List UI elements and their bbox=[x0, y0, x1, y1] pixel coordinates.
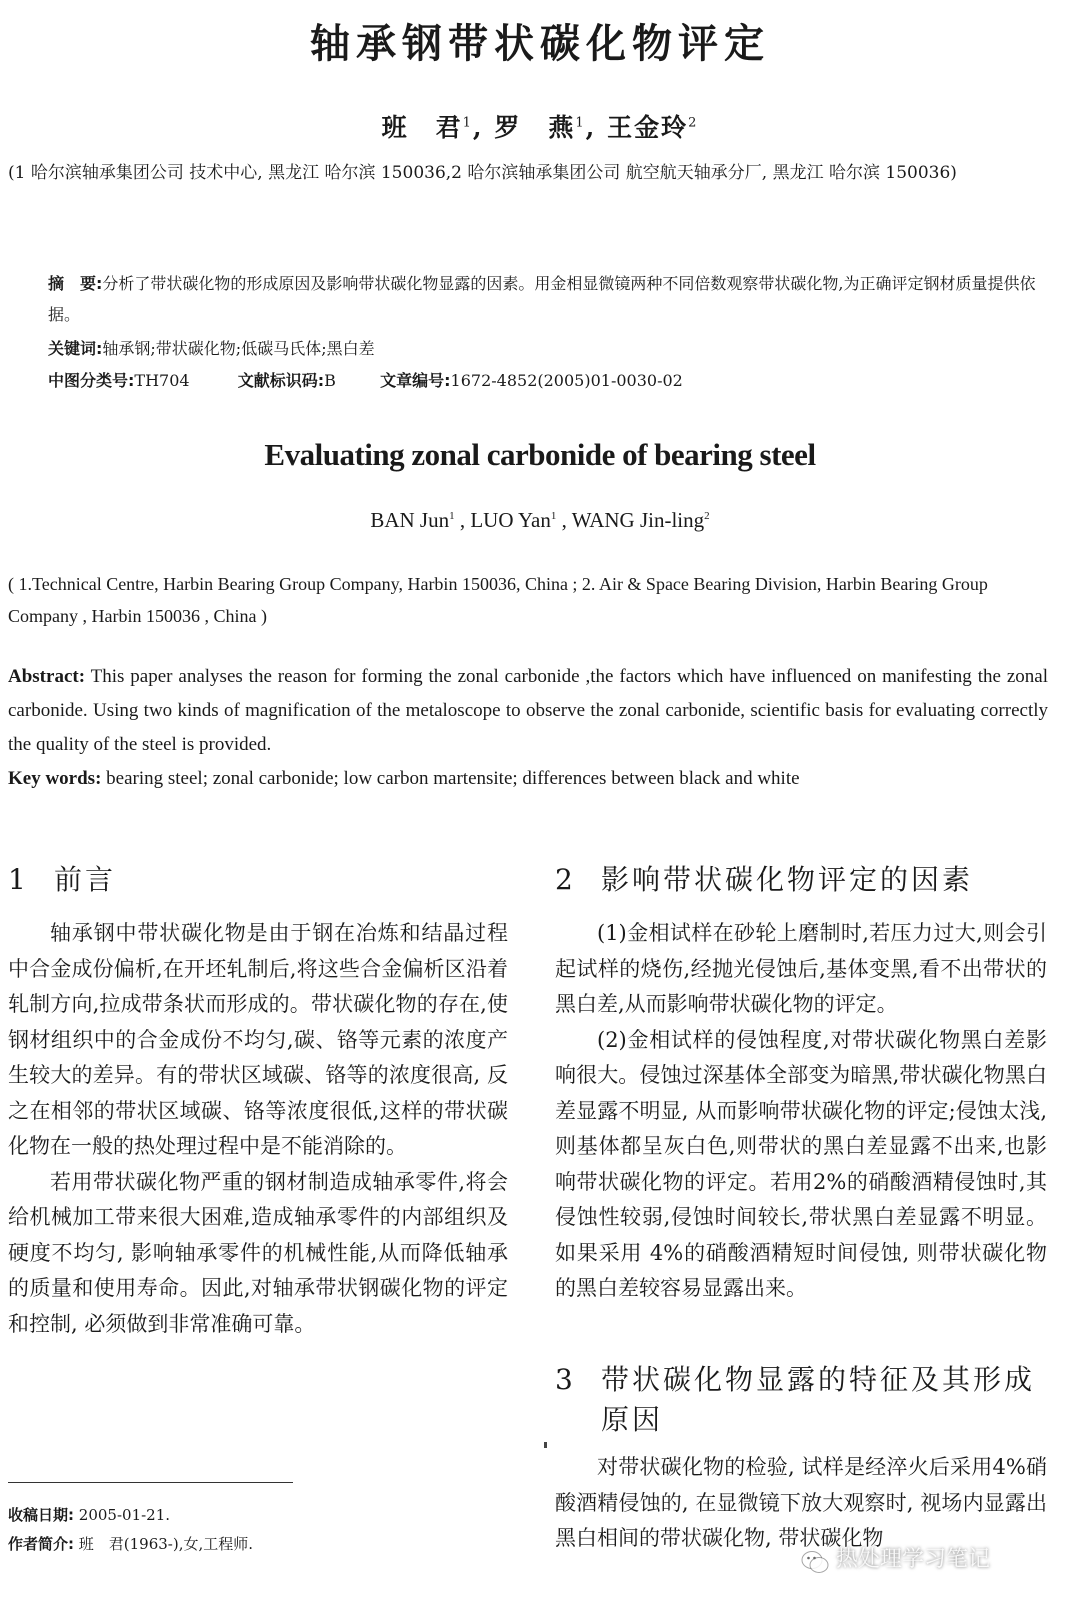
received-label: 收稿日期: bbox=[8, 1506, 74, 1524]
author-name-en: BAN Jun bbox=[370, 508, 450, 532]
stray-mark bbox=[544, 1442, 547, 1448]
keywords-label-en: Key words: bbox=[8, 768, 102, 789]
keywords-cn bbox=[48, 333, 1038, 364]
footnote-rule bbox=[8, 1482, 293, 1483]
keywords-en bbox=[8, 762, 1048, 796]
paper-title-cn: 轴承钢带状碳化物评定 bbox=[310, 21, 770, 67]
author-name: 班 君 bbox=[381, 113, 463, 142]
author-name-en: LUO Yan bbox=[470, 508, 551, 532]
section-heading bbox=[555, 860, 1047, 900]
author-affil-mark: 1 bbox=[449, 510, 455, 522]
section-number: 2 bbox=[555, 863, 576, 896]
paragraph: (2)金相试样的侵蚀程度,对带状碳化物黑白差影响很大。侵蚀过深基体全部变为暗黑,带状碳化物黑白差显露不明显, 从而影响带状碳化物的评定;侵蚀太浅,则基体都呈灰白色,则带状的黑白差显露不出来,也影响带状碳化物的评定。若用2%的硝酸酒精侵蚀时,其侵蚀性较弱,侵蚀时间较长,带状黑白差显露不明显。 如果采用 4%的硝酸酒精短时间侵蚀, 则带状碳化物的黑白差较容易显露出来。 bbox=[555, 1027, 1047, 1300]
author-bio-label: 作者简介: bbox=[8, 1535, 74, 1553]
section-2 bbox=[555, 860, 1047, 1307]
section-3 bbox=[555, 1360, 1047, 1557]
section-title: 前言 bbox=[54, 863, 117, 896]
abstract-label-en: Abstract: bbox=[8, 666, 86, 687]
section-title: 影响带状碳化物评定的因素 bbox=[601, 863, 974, 896]
section-1 bbox=[8, 860, 508, 1342]
author-affil-mark: 1 bbox=[575, 115, 586, 131]
affiliation-en: ( 1.Technical Centre, Harbin Bearing Group Company, Harbin 150036, China ; 2. Air & Space Bearing Division, Harbin Bearing Group Company , Harbin 150036 , China ) bbox=[8, 574, 988, 626]
abstract-en bbox=[8, 660, 1048, 762]
paragraph: (1)金相试样在砂轮上磨制时,若压力过大,则会引起试样的烧伤,经抛光侵蚀后,基体变黑,看不出带状的黑白差,从而影响带状碳化物的评定。 bbox=[555, 921, 1047, 1016]
abstract-text-cn: 分析了带状碳化物的形成原因及影响带状碳化物显露的因素。用金相显微镜两种不同倍数观察带状碳化物,为正确评定钢材质量提供依据。 bbox=[48, 274, 1036, 324]
authors-en: BAN Jun$^1$ , LUO Yan$^1$ , WANG Jin-ling$^2$ bbox=[370, 508, 710, 532]
author-affil-mark: 1 bbox=[550, 510, 557, 522]
section-heading bbox=[8, 860, 508, 900]
clc-value: TH704 bbox=[134, 371, 190, 390]
wechat-icon bbox=[800, 1547, 830, 1573]
author-affil-mark: 2 bbox=[704, 510, 710, 522]
abstract-label-cn: 摘 要: bbox=[48, 274, 103, 293]
author-name-en: WANG Jin-ling bbox=[571, 508, 705, 532]
keywords-text-cn: 轴承钢;带状碳化物;低碳马氏体;黑白差 bbox=[102, 339, 375, 358]
section-title: 带状碳化物显露的特征及其形成原因 bbox=[601, 1363, 1036, 1436]
keywords-text-en: bearing steel; zonal carbonide; low carbon martensite; differences between black and white bbox=[106, 768, 800, 789]
affiliation-cn: (1 哈尔滨轴承集团公司 技术中心, 黑龙江 哈尔滨 150036,2 哈尔滨轴承集团公司 航空航天轴承分厂, 黑龙江 哈尔滨 150036) bbox=[8, 163, 957, 183]
author-name: 王金玲 bbox=[607, 113, 689, 142]
author-affil-mark: 1 bbox=[462, 115, 473, 131]
watermark bbox=[800, 1538, 1070, 1582]
author-affil-mark: 2 bbox=[688, 115, 699, 131]
paragraph: 若用带状碳化物严重的钢材制造成轴承零件,将会给机械加工带来很大困难,造成轴承零件的内部组织及硬度不均匀, 影响轴承零件的机械性能,从而降低轴承的质量和使用寿命。因此,对轴承带状钢碳化物的评定和控制, 必须做到非常准确可靠。 bbox=[8, 1169, 508, 1336]
footnote-author bbox=[8, 1530, 608, 1558]
author-bio-value: 班 君(1963-),女,工程师. bbox=[78, 1535, 254, 1553]
watermark-text: 热处理学习笔记 bbox=[836, 1547, 991, 1572]
keywords-label-cn: 关键词: bbox=[48, 339, 103, 358]
abstract-cn bbox=[48, 268, 1038, 330]
classification-line bbox=[48, 365, 1038, 396]
paragraph: 轴承钢中带状碳化物是由于钢在冶炼和结晶过程中合金成份偏析,在开坯轧制后,将这些合金偏析区沿着轧制方向,拉成带条状而形成的。带状碳化物的存在,使钢材组织中的合金成份不均匀,碳、铬等元素的浓度产生较大的差异。有的带状区域碳、铬等的浓度很高, 反之在相邻的带状区域碳、铬等浓度很低,这样的带状碳化物在一般的热处理过程中是不能消除的。 bbox=[8, 921, 508, 1158]
paper-title-en: Evaluating zonal carbonide of bearing steel bbox=[264, 437, 816, 472]
section-number: 3 bbox=[555, 1363, 576, 1396]
article-no-value: 1672-4852(2005)01-0030-02 bbox=[450, 371, 683, 390]
abstract-text-en: This paper analyses the reason for forming the zonal carbonide ,the factors which have influenced on manifesting the zonal carbonide. Using two kinds of magnification of the metaloscope to observe the zonal carbonide, scientific basis for evaluating correctly the quality of the steel is provided. bbox=[8, 666, 1048, 755]
doc-code-label: 文献标识码: bbox=[237, 371, 325, 390]
footnote-received bbox=[8, 1501, 608, 1529]
author-name: 罗 燕 bbox=[494, 113, 576, 142]
received-value: 2005-01-21. bbox=[78, 1506, 171, 1524]
authors-cn: 班 君$^1$, 罗 燕$^1$, 王金玲$^2$ bbox=[381, 113, 699, 142]
doc-code-value: B bbox=[324, 371, 336, 390]
article-no-label: 文章编号: bbox=[380, 371, 451, 390]
paragraph: 对带状碳化物的检验, 试样是经淬火后采用4%硝酸酒精侵蚀的, 在显微镜下放大观察时, 视场内显露出黑白相间的带状碳化物, 带状碳化物 bbox=[555, 1455, 1047, 1550]
section-number: 1 bbox=[8, 863, 29, 896]
clc-label: 中图分类号: bbox=[48, 371, 135, 390]
section-heading bbox=[555, 1360, 1047, 1440]
